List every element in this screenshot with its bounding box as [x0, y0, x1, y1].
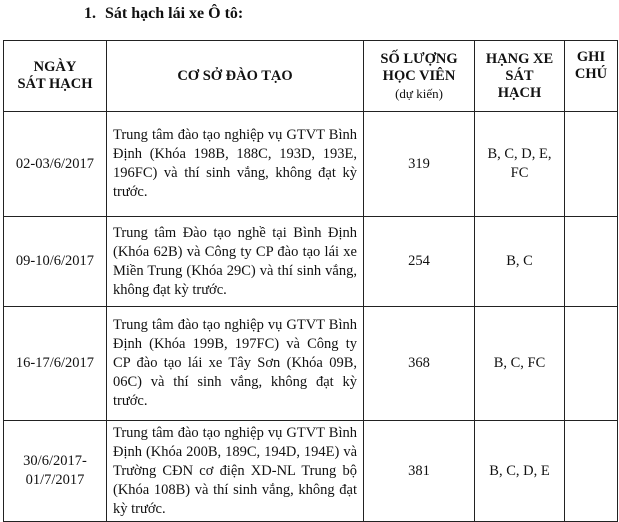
table-row — [4, 217, 618, 307]
row-vehicle-class: B, C, D, E, FC — [475, 112, 565, 217]
row-exam-date: 30/6/2017- 01/7/2017 — [4, 421, 107, 522]
header-training-facility: CƠ SỞ ĐÀO TẠO — [107, 41, 364, 112]
row-exam-date: 09-10/6/2017 — [4, 217, 107, 307]
exam-schedule-table — [3, 40, 618, 522]
table-row — [4, 112, 618, 217]
row-student-count: 381 — [364, 421, 475, 522]
row-vehicle-class: B, C — [475, 217, 565, 307]
header-vehicle-class: HẠNG XE SÁT HẠCH — [475, 41, 565, 112]
section-heading — [84, 5, 243, 23]
table-header-row — [4, 41, 618, 112]
row-student-count: 368 — [364, 307, 475, 421]
row-student-count: 319 — [364, 112, 475, 217]
row-training-facility: Trung tâm đào tạo nghiệp vụ GTVT Bình Định (Khóa 198B, 188C, 193D, 193E, 196FC) và thí sinh vắng, không đạt kỳ trước. — [107, 112, 364, 217]
row-exam-date: 16-17/6/2017 — [4, 307, 107, 421]
row-training-facility: Trung tâm Đào tạo nghề tại Bình Định (Khóa 62B) và Công ty CP đào tạo lái xe Miền Trung (Khóa 29C) và thí sinh vắng, không đạt kỳ trước. — [107, 217, 364, 307]
row-notes — [565, 112, 618, 217]
header-notes: GHI CHÚ — [565, 41, 618, 112]
header-student-count-note: (dự kiến) — [395, 85, 443, 101]
row-notes — [565, 421, 618, 522]
section-title: Sát hạch lái xe Ô tô: — [105, 5, 244, 22]
row-vehicle-class: B, C, FC — [475, 307, 565, 421]
header-student-count: SỐ LƯỢNG HỌC VIÊN (dự kiến) — [364, 41, 475, 112]
row-exam-date: 02-03/6/2017 — [4, 112, 107, 217]
header-exam-date: NGÀY SÁT HẠCH — [4, 41, 107, 112]
table-row — [4, 307, 618, 421]
table-row — [4, 421, 618, 522]
row-training-facility: Trung tâm đào tạo nghiệp vụ GTVT Bình Định (Khóa 199B, 197FC) và Công ty CP đào tạo lái xe Tây Sơn (Khóa 09B, 06C) và thí sinh vắng, không đạt kỳ trước. — [107, 307, 364, 421]
row-student-count: 254 — [364, 217, 475, 307]
row-notes — [565, 307, 618, 421]
section-number: 1. — [84, 5, 96, 22]
row-vehicle-class: B, C, D, E — [475, 421, 565, 522]
row-notes — [565, 217, 618, 307]
row-training-facility: Trung tâm đào tạo nghiệp vụ GTVT Bình Định (Khóa 200B, 189C, 194D, 194E) và Trường CĐN cơ điện XD-NL Trung bộ (Khóa 108B) và thí sinh vắng, không đạt kỳ trước. — [107, 421, 364, 522]
